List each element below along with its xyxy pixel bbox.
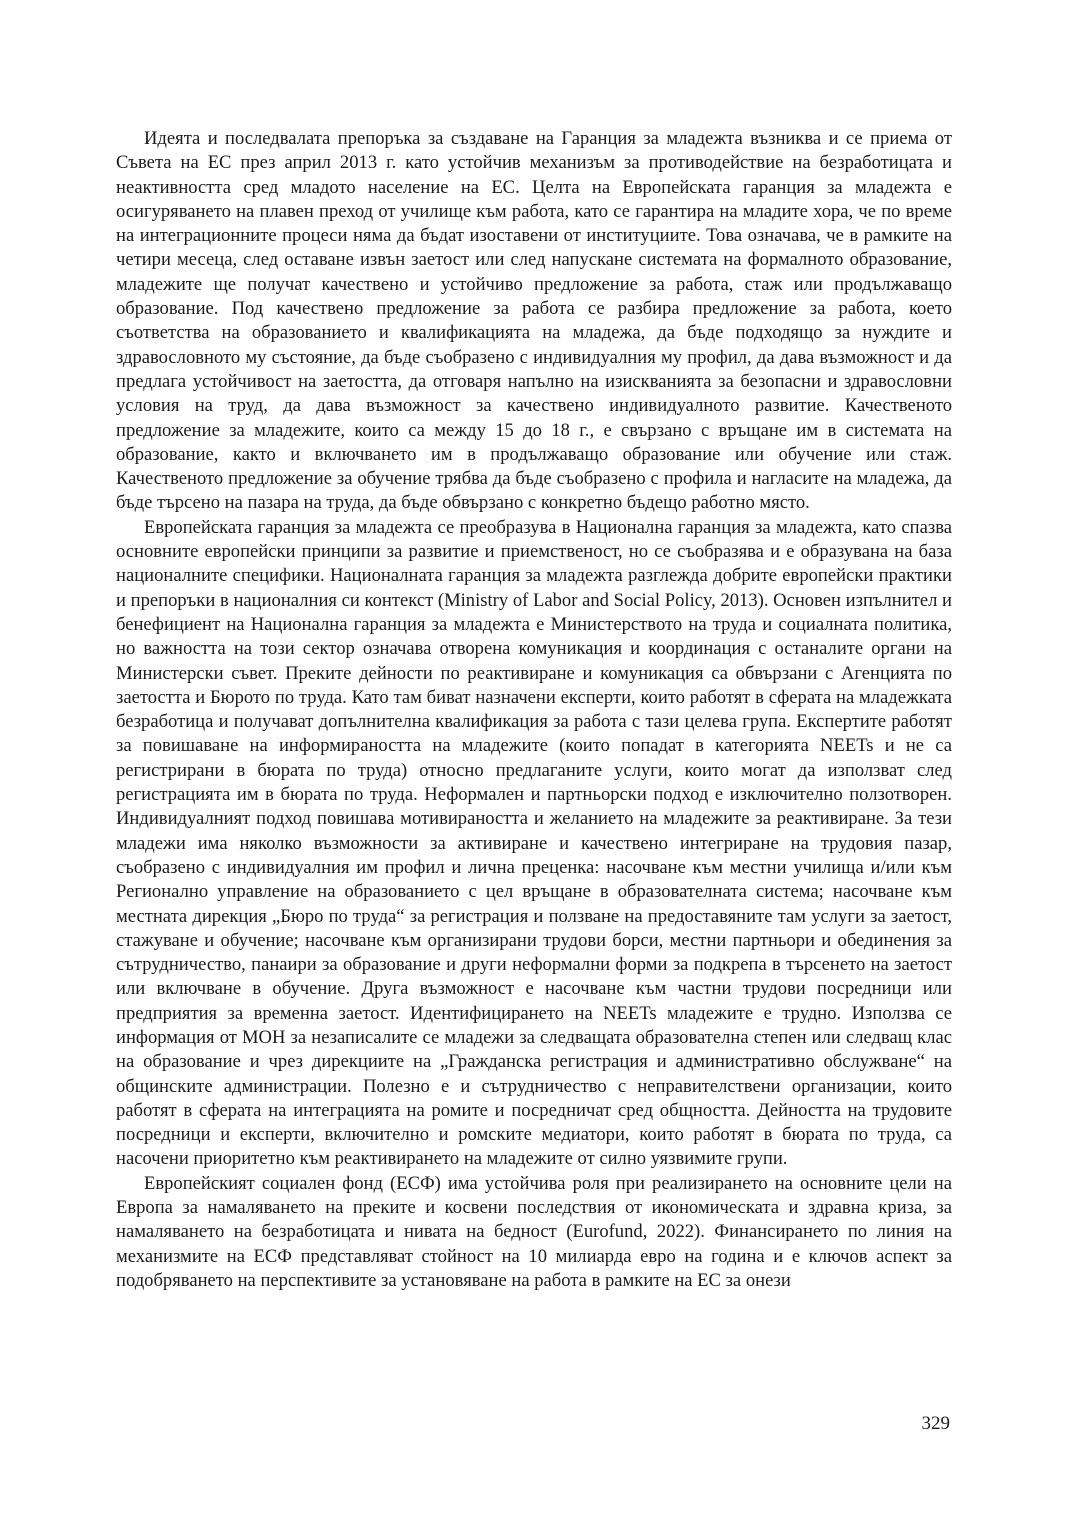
- paragraph-esf: Европейският социален фонд (ЕСФ) има устойчива роля при реализирането на основните цели на Европа за намаляването на преките и косвени последствия от икономическата и здравна криза, за намаляването на безработицата и нивата на бедност (Eurofund, 2022). Финансирането по линия на механизмите на ЕСФ представляват стойност на 10 милиарда евро на година и е ключов аспект за подобряването на перспективите за установяване на работа в рамките на ЕС за онези: [116, 1172, 952, 1291]
- paragraph-youth-guarantee-origin: Идеята и последвалата препоръка за създаване на Гаранция за младежта възниква и се приема от Съвета на ЕС през април 2013 г. като устойчив механизъм за противодействие на безработицата и неактивността сред младото население на ЕС. Целта на Европейската гаранция за младежта е осигуряването на плавен преход от училище към работа, като се гарантира на младите хора, че по време на интеграционните процеси няма да бъдат изоставени от институциите. Това означава, че в рамките на четири месеца, след оставане извън заетост или след напускане системата на формалното образование, младежите ще получат качествено и устойчиво предложение за работа, стаж или продължаващо образование. Под качествено предложение за работа се разбира предложение за работа, което съответства на образованието и квалификацията на младежа, да бъде подходящо за нуждите и здравословното му състояние, да бъде съобразено с индивидуалния му профил, да дава възможност и да предлага устойчивост на заетостта, да отговаря напълно на изискванията за безопасни и здравословни условия на труд, да дава възможност за качествено индивидуалното развитие. Качественото предложение за младежите, които са между 15 до 18 г., е свързано с връщане им в системата на образование, както и включването им в продължаващо образование или обучение или стаж. Качественото предложение за обучение трябва да бъде съобразено с профила и нагласите на младежа, да бъде търсено на пазара на труда, да бъде обвързано с конкретно бъдещо работно място.: [116, 128, 952, 514]
- paragraph-national-guarantee: Европейската гаранция за младежта се преобразува в Национална гаранция за младежта, като спазва основните европейски принципи за развитие и приемственост, но се съобразява и е образувана на база националните специфики. Националната гаранция за младежта разглежда добрите европейски практики и препоръки в националния си контекст (Ministry of Labor and Social Policy, 2013). Основен изпълнител и бенефициент на Национална гаранция за младежта е Министерството на труда и социалната политика, но важността на този сектор означава отворена комуникация и координация с останалите органи на Министерски съвет. Преките дейности по реактивиране и комуникация са обвързани с Агенцията по заетостта и Бюрото по труда. Като там биват назначени експерти, които работят в сферата на младежката безработица и получават допълнителна квалификация за работа с тази целева група. Експертите работят за повишаване на информираността на младежите (които попадат в категорията NEETs и не са регистрирани в бюрата по труда) относно предлаганите услуги, които могат да използват след регистрацията им в бюрата по труда. Неформален и партньорски подход е изключително ползотворен. Индивидуалният подход повишава мотивираността и желанието на младежите за реактивиране. За тези младежи има няколко възможности за активиране и качествено интегриране на трудовия пазар, съобразено с индивидуалния им профил и лична преценка: насочване към местни училища и/или към Регионално управление на образованието с цел връщане в образователната система; насочване към местната дирекция „Бюро по труда“ за регистрация и ползване на предоставяните там услуги за заетост, стажуване и обучение; насочване към организирани трудови борси, местни партньори и обединения за сътрудничество, панаири за образование и други неформални форми за подкрепа в търсенето на заетост или включване в обучение. Друга възможност е насочване към частни трудови посредници или предприятия за временна заетост. Идентифицирането на NEETs младежите е трудно. Използва се информация от МОН за незаписалите се младежи за следващата образователна степен или следващ клас на образование и чрез дирекциите на „Гражданска регистрация и административно обслужване“ на общинските администрации. Полезно е и сътрудничество с неправителствени организации, които работят в сферата на интеграцията на ромите и посредничат сред общността. Дейността на трудовите посредници и експерти, включително и ромските медиатори, които работят в бюрата по труда, са насочени приоритетно към реактивирането на младежите от силно уязвимите групи.: [116, 516, 952, 1170]
- body-text: [116, 127, 952, 1293]
- page-number: 329: [921, 1413, 950, 1434]
